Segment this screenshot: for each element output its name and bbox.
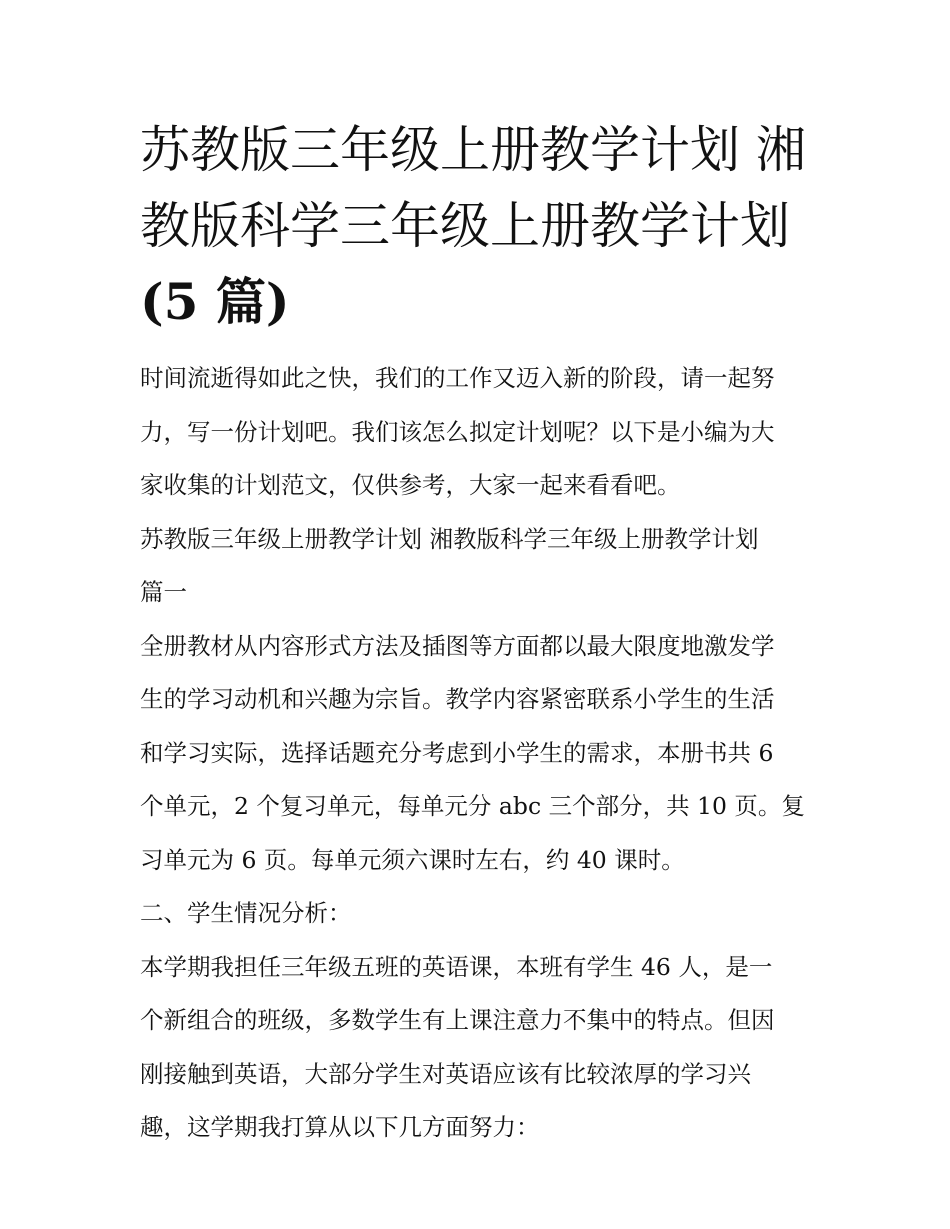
body-line: 家收集的计划范文，仅供参考，大家一起来看看吧。 [140, 471, 681, 499]
body-line: 时间流逝得如此之快，我们的工作又迈入新的阶段，请一起努 [140, 364, 775, 392]
title-line: (5 篇) [140, 272, 290, 331]
document-body [140, 352, 820, 1155]
body-line: 苏教版三年级上册教学计划 湘教版科学三年级上册教学计划 [140, 524, 759, 553]
document-title [140, 112, 820, 340]
body-line: 生的学习动机和兴趣为宗旨。教学内容紧密联系小学生的生活 [140, 685, 775, 713]
body-line: 本学期我担任三年级五班的英语课，本班有学生 46 人，是一 [140, 952, 773, 981]
body-line: 习单元为 6 页。每单元须六课时左右，约 40 课时。 [140, 845, 685, 874]
body-line: 篇一 [140, 578, 187, 606]
body-line: 趣，这学期我打算从以下几方面努力： [140, 1113, 540, 1141]
body-line: 个新组合的班级，多数学生有上课注意力不集中的特点。但因 [140, 1006, 775, 1034]
title-line: 教版科学三年级上册教学计划 [140, 197, 790, 255]
body-line: 全册教材从内容形式方法及插图等方面都以最大限度地激发学 [140, 631, 775, 660]
body-line: 刚接触到英语，大部分学生对英语应该有比较浓厚的学习兴 [140, 1059, 751, 1088]
body-line: 和学习实际，选择话题充分考虑到小学生的需求，本册书共 6 [140, 738, 774, 767]
body-line: 个单元，2 个复习单元，每单元分 abc 三个部分，共 10 页。复 [140, 792, 805, 820]
body-line: 力，写一份计划吧。我们该怎么拟定计划呢？以下是小编为大 [140, 417, 775, 446]
body-line: 二、学生情况分析： [140, 899, 352, 927]
title-line: 苏教版三年级上册教学计划 湘 [140, 121, 806, 179]
